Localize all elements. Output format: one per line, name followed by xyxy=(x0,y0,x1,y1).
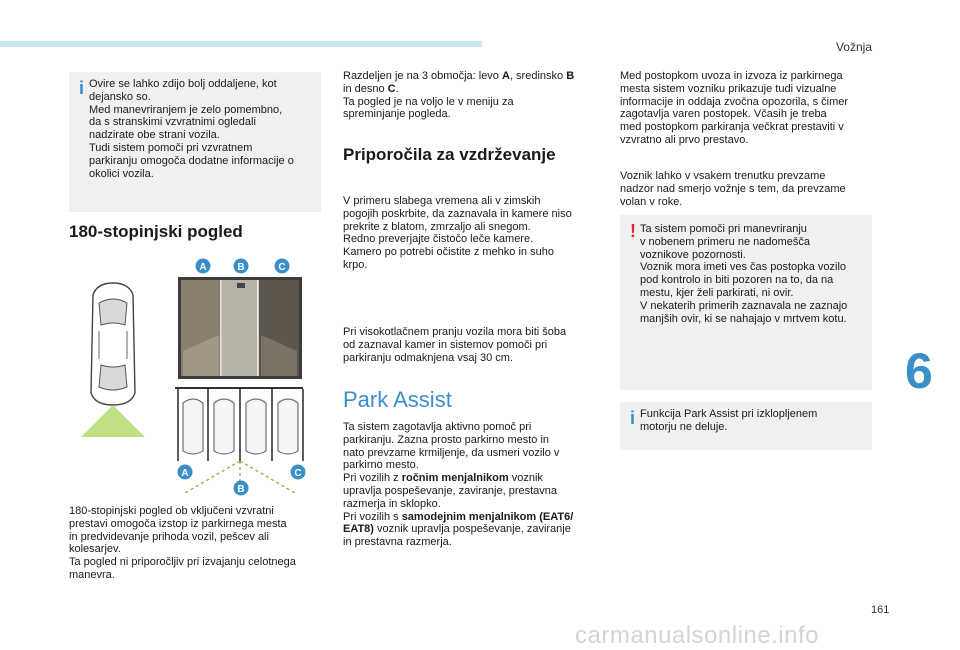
camera-view-diagram xyxy=(75,255,327,500)
zone-label-a-bottom xyxy=(178,465,193,480)
heading-maintenance: Priporočila za vzdrževanje xyxy=(343,145,556,164)
chapter-number: 6 xyxy=(905,343,933,399)
park-assist-t2: voznik upravlja pospeševanje, zaviranje, prestavna razmerja in sklopko. Pri vozilih s xyxy=(343,472,558,523)
zones-intro-t4: . Ta pogled je na voljo le v meniju za spreminjanje pogleda. xyxy=(343,82,514,121)
parking-info-paragraph: Med postopkom uvoza in izvoza iz parkirnega mesta sistem vozniku prikazuje tudi vizualne informacije in oddaja zvočna opozorila, s čimer zagotavlja varen postopek. Včasih je treba med postopkom parkiranja večkrat prestaviti v vzvratno ali prvo prestavo. xyxy=(620,70,849,146)
zone-label-a-bottom-text: A xyxy=(181,468,189,479)
zone-label-b-top-text: B xyxy=(237,262,245,273)
park-assist-info-text: Funkcija Park Assist pri izklopljenem motorju ne deluje. xyxy=(640,408,818,433)
zone-label-b-top xyxy=(234,259,249,274)
park-assist-info-note xyxy=(620,402,872,450)
info-note-text: Ovire se lahko zdijo bolj oddaljene, kot dejansko so. Med manevriranjem je zelo pomembno, da s stranskimi vzvratnimi ogledali nadzirate obe strani vozila. Tudi sistem pomoči pri vzvratnem parkiranju omogoča dodatne informacije o okolici vozila. xyxy=(89,78,294,180)
zone-c-ref: C xyxy=(387,82,396,95)
section-title: Vožnja xyxy=(835,40,872,54)
parking-grid xyxy=(175,388,303,461)
zone-label-c-top-text: C xyxy=(278,262,286,273)
info-note xyxy=(69,72,321,212)
driver-control-paragraph: Voznik lahko v vsakem trenutku prevzame nadzor nad smerjo vožnje s tem, da prevzame volan v roke. xyxy=(620,170,846,208)
zone-label-c-bottom-text: C xyxy=(294,468,302,479)
zones-intro-t2: , sredinsko xyxy=(509,70,567,82)
park-assist-text xyxy=(343,421,605,549)
zone-label-a-top-text: A xyxy=(199,262,207,273)
zone-label-c-top xyxy=(275,259,290,274)
warning-icon: ! xyxy=(630,221,636,241)
zone-label-a-top xyxy=(196,259,211,274)
zone-label-c-bottom xyxy=(291,465,306,480)
manual-gearbox: ročnim menjalnikom xyxy=(401,472,509,485)
page-number: 161 xyxy=(871,604,890,616)
maintenance-paragraph-1: V primeru slabega vremena ali v zimskih pogojih poskrbite, da zaznavala in kamere niso prekrite z blatom, zmrzaljo ali snegom. Redno preverjajte čistočo leče kamere. Kamero po potrebi očistite z mehko in suho krpo. xyxy=(343,195,572,271)
info-icon: i xyxy=(79,78,85,98)
park-assist-t3: voznik upravlja pospeševanje, zaviranje in prestavna razmerja. xyxy=(343,523,571,549)
park-assist-t1: Ta sistem zagotavlja aktivno pomoč pri parkiranju. Zazna prosto parkirno mesto in nato prevzame krmiljenje, da usmeri vozilo v parkirno mesto. Pri vozilih z xyxy=(343,421,560,485)
heading-180-view: 180-stopinjski pogled xyxy=(69,222,243,241)
zone-label-b-bottom xyxy=(234,481,249,496)
zones-intro xyxy=(343,70,603,121)
header-bar xyxy=(0,41,482,47)
zones-intro-t3: in desno xyxy=(343,82,385,95)
watermark: carmanualsonline.info xyxy=(575,622,819,649)
camera-field-of-view xyxy=(81,405,145,437)
zone-label-b-bottom-text: B xyxy=(237,484,245,495)
zone-a-ref: A xyxy=(501,70,510,82)
zone-b-ref: B xyxy=(566,70,575,82)
info-icon: i xyxy=(630,408,636,428)
camera-screen xyxy=(178,277,302,379)
car-top-view xyxy=(91,283,135,405)
caption-180-view: 180-stopinjski pogled ob vključeni vzvratni prestavi omogoča izstop iz parkirnega mesta in predvidevanje prihoda vozil, pešcev ali kolesarjev. Ta pogled ni priporočljiv pri izvajanju celotnega manevra. xyxy=(69,505,296,581)
maintenance-paragraph-2: Pri visokotlačnem pranju vozila mora biti šoba od zaznaval kamer in sistemov pomoči pri parkiranju odmaknjena vsaj 30 cm. xyxy=(343,326,567,364)
zones-intro-t1: Razdeljen je na 3 območja: levo xyxy=(343,70,502,82)
warning-note xyxy=(620,215,872,390)
automatic-gearbox: samodejnim menjalnikom (EAT6/ EAT8) xyxy=(343,510,574,536)
heading-park-assist: Park Assist xyxy=(343,387,452,412)
warning-note-text: Ta sistem pomoči pri manevriranju v nobenem primeru ne nadomešča voznikove pozornosti. Voznik mora imeti ves čas postopka vozilo pod kontrolo in biti pozoren na to, da na mestu, kjer želi parkirati, ni ovir. V nekaterih primerih zaznavala ne zaznajo manjših ovir, ki se nahajajo v mrtvem kotu. xyxy=(640,223,848,325)
